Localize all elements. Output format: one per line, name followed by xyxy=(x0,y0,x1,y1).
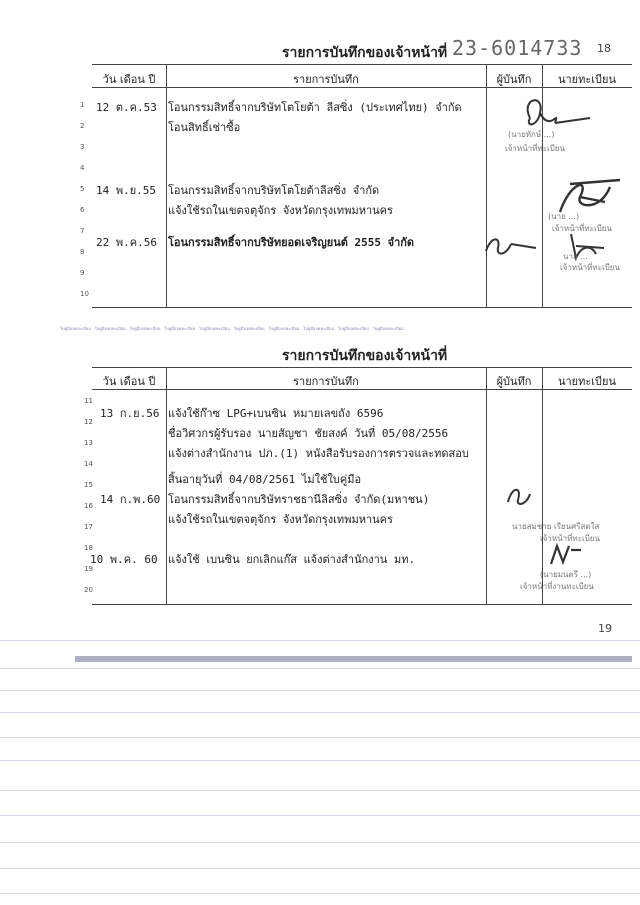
row-number: 7 xyxy=(80,227,85,235)
row-number: 17 xyxy=(84,523,93,531)
signature-name: (นาย ...) xyxy=(548,212,580,221)
signature-role: เจ้าหน้าที่ทะเบียน xyxy=(560,263,620,272)
signature-role: เจ้าหน้าที่ทะเบียน xyxy=(552,224,612,233)
entry-line: แจ้งใช้รถในเขตจตุจักร จังหวัดกรุงเทพมหานคร xyxy=(168,513,393,526)
row-number: 1 xyxy=(80,101,85,109)
entry-line: โอนกรรมสิทธิ์จากบริษัทโตโยต้าลีสซิ่ง จำกัด xyxy=(168,184,380,197)
section2-title: รายการบันทึกของเจ้าหน้าที่ xyxy=(282,348,448,364)
row-number: 2 xyxy=(80,122,85,130)
col-date-header: วัน เดือน ปี xyxy=(102,375,156,388)
page-number-19: 19 xyxy=(598,622,612,635)
row-number: 11 xyxy=(84,397,93,405)
watermark-text: ใบคู่มือจดทะเบียน xyxy=(94,326,126,331)
entry-date: 13 ก.ย.56 xyxy=(100,407,160,420)
handwritten-number: 23-6014733 xyxy=(452,36,583,60)
col-recorder-header: ผู้บันทึก xyxy=(496,73,532,86)
signature-name: (นายทักษ์ ...) xyxy=(508,130,555,139)
signature-3 xyxy=(476,226,616,266)
signature-name: นาย ... xyxy=(563,252,588,261)
row-number: 19 xyxy=(84,565,93,573)
watermark-text: ใบคู่มือจดทะเบียน xyxy=(303,326,335,331)
watermark-text: ใบคู่มือจดทะเบียน xyxy=(372,326,404,331)
entry-line: สิ้นอายุวันที่ 04/08/2561 ไม่ใช้ใบคู่มือ xyxy=(168,473,362,486)
col-registrar-header: นายทะเบียน xyxy=(557,73,616,86)
entry-line: โอนสิทธิ์เช่าซื้อ xyxy=(168,121,241,134)
signature-role: เจ้าหน้าที่งานทะเบียน xyxy=(520,582,594,591)
watermark-strip xyxy=(60,325,620,333)
row-number: 18 xyxy=(84,544,93,552)
entry-line: ชื่อวิศวกรผู้รับรอง นายสัญชา ชัยสงค์ วันที่ 05/08/2556 xyxy=(168,427,449,440)
signature-name: นายสมชาย เรียนศรีสดใส xyxy=(512,522,600,531)
page-number-18: 18 xyxy=(597,42,611,55)
row-number: 10 xyxy=(80,290,89,298)
entry-line: แจ้งใช้ก๊าซ LPG+เบนซิน หมายเลขถัง 6596 xyxy=(168,407,384,420)
entry-line: โอนกรรมสิทธิ์จากบริษัทยอดเจริญยนต์ 2555 จำกัด xyxy=(168,236,415,249)
row-number: 15 xyxy=(84,481,93,489)
entry-date: 22 พ.ค.56 xyxy=(96,236,157,249)
row-number: 16 xyxy=(84,502,93,510)
col-record-header: รายการบันทึก xyxy=(293,73,359,86)
entry-line: โอนกรรมสิทธิ์จากบริษัทราชธานีลิสซิ่ง จำกัด(มหาชน) xyxy=(168,493,430,506)
row-number: 9 xyxy=(80,269,85,277)
row-number: 14 xyxy=(84,460,93,468)
entry-date: 14 ก.พ.60 xyxy=(100,493,161,506)
signature-name: (นายมนตรี ...) xyxy=(540,570,592,579)
row-number: 4 xyxy=(80,164,85,172)
entry-line: โอนกรรมสิทธิ์จากบริษัทโตโยต้า ลีสซิ่ง (ประเทศไทย) จำกัด xyxy=(168,101,462,114)
entry-date: 14 พ.ย.55 xyxy=(96,184,157,197)
col-registrar-header: นายทะเบียน xyxy=(557,375,616,388)
watermark-text: ใบคู่มือจดทะเบียน xyxy=(199,326,230,331)
signature-role: เจ้าหน้าที่ทะเบียน xyxy=(540,534,600,543)
watermark-text: ใบคู่มือจดทะเบียน xyxy=(233,326,265,331)
row-number: 20 xyxy=(84,586,93,594)
row-number: 6 xyxy=(80,206,85,214)
watermark-text: ใบคู่มือจดทะเบียน xyxy=(268,326,300,331)
entry-date: 12 ต.ค.53 xyxy=(96,101,157,114)
row-number: 5 xyxy=(80,185,85,193)
row-number: 3 xyxy=(80,143,85,151)
signature-5 xyxy=(545,540,585,570)
row-number: 12 xyxy=(84,418,93,426)
entry-line: แจ้งใช้ เบนซิน ยกเลิกแก๊ส แจ้งต่างสำนักงาน มท. xyxy=(168,553,416,566)
col-recorder-header: ผู้บันทึก xyxy=(496,375,532,388)
signature-4 xyxy=(500,480,540,510)
entry-line: แจ้งต่างสำนักงาน ปภ.(1) หนังสือรับรองการตรวจและทดสอบ xyxy=(168,447,469,460)
col-date-header: วัน เดือน ปี xyxy=(102,73,156,86)
watermark-text: ใบคู่มือจดทะเบียน xyxy=(60,326,91,331)
row-number: 13 xyxy=(84,439,93,447)
scan-artifact-strip xyxy=(75,656,632,662)
row-number: 8 xyxy=(80,248,85,256)
signature-role: เจ้าหน้าที่ทะเบียน xyxy=(505,144,565,153)
watermark-text: ใบคู่มือจดทะเบียน xyxy=(129,326,161,331)
entry-date: 10 พ.ค. 60 xyxy=(90,553,158,566)
watermark-text: ใบคู่มือจดทะเบียน xyxy=(164,326,196,331)
section1-title: รายการบันทึกของเจ้าหน้าที่ xyxy=(282,45,448,61)
entry-line: แจ้งใช้รถในเขตจตุจักร จังหวัดกรุงเทพมหานคร xyxy=(168,204,393,217)
col-record-header: รายการบันทึก xyxy=(293,375,359,388)
watermark-text: ใบคู่มือจดทะเบียน xyxy=(338,326,369,331)
